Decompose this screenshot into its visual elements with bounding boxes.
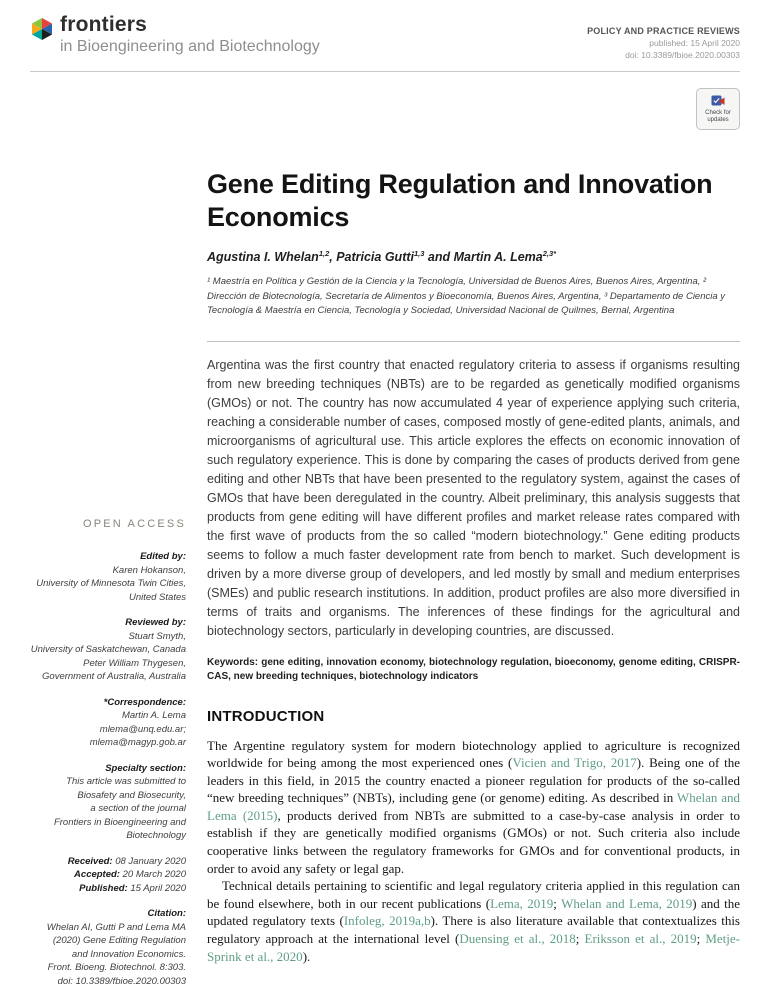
- brand: [30, 14, 320, 57]
- text-run: The Argentine regulatory system for modern biotechnology applied to agriculture is recognized worldwide for being among the most experienced ones (: [207, 737, 740, 771]
- frontiers-logo-icon: [30, 17, 54, 41]
- sidebar-line: Frontiers in Bioengineering and: [53, 816, 186, 828]
- check-badge-line1: Check for: [705, 110, 731, 116]
- sidebar-line: Martin A. Lema: [121, 710, 186, 721]
- text-run: Agustina I. Whelan: [207, 250, 319, 264]
- intro-paragraph-1: [207, 737, 740, 878]
- sidebar-blocks: [30, 550, 186, 988]
- sidebar-line: Karen Hokanson,: [112, 564, 186, 576]
- affiliations: ¹ Maestría en Política y Gestión de la Ciencia y la Tecnología, Universidad de Buenos Aires, Buenos Aires, Argentina, ² Dirección de Biotecnología, Secretaría de Alimentos y Bioeconomía, Buenos Aires, Argentina, ³ Departamento de Ciencia y Tecnología & Maestría en Ciencia, Tecnología y Sociedad, Universidad Nacional de Quilmes, Bernal, Argentina: [207, 276, 726, 316]
- text-run: and Martin A. Lema: [424, 250, 543, 264]
- sidebar-line: University of Saskatchewan, Canada: [30, 644, 186, 655]
- text-run: Technical details pertaining to scientific and legal regulatory criteria applied in this regulation can be found elsewhere, both in our recent publications (: [207, 878, 740, 911]
- citation-link[interactable]: Eriksson et al., 2019: [584, 931, 697, 947]
- content: [30, 168, 740, 1000]
- sidebar-block-label: Reviewed by:: [125, 617, 186, 628]
- sidebar-block: [30, 696, 186, 750]
- text-run: ;: [696, 931, 706, 947]
- check-badge-line2: updates: [707, 116, 729, 123]
- sidebar-line: Front. Bioeng. Biotechnol. 8:303.: [47, 962, 186, 973]
- intro-paragraph-2: [207, 877, 740, 965]
- sidebar-line: and Innovation Economics.: [71, 948, 186, 960]
- sidebar-block: [30, 550, 186, 604]
- brand-name: frontiers: [60, 13, 147, 36]
- open-access-label: OPEN ACCESS: [82, 518, 186, 530]
- sidebar-line: Peter William Thygesen,: [83, 657, 186, 669]
- sidebar-line: a section of the journal: [90, 803, 186, 814]
- sidebar-block-label: Specialty section:: [105, 762, 186, 774]
- authors-line: [207, 250, 740, 264]
- sidebar-block-label: Edited by:: [140, 551, 186, 562]
- sidebar-block: [30, 762, 186, 843]
- abstract-section: [207, 341, 740, 684]
- email-link[interactable]: mlema@unq.edu.ar;: [99, 723, 186, 735]
- text-run: ). Being one of the leaders in this field, in 2015 the country enacted a pioneer regulation for products of the so-called “new breeding techniques” (NBTs), including gene (or genome) editing. As described in: [207, 755, 740, 806]
- sidebar-line: United States: [128, 591, 186, 603]
- sidebar-line: This article was submitted to: [66, 776, 186, 787]
- page-title: Gene Editing Regulation and Innovation Economics: [207, 169, 713, 232]
- sidebar-line: Biosafety and Biosecurity,: [77, 789, 186, 801]
- sidebar-line: Received: 08 January 2020: [67, 855, 186, 867]
- sidebar-block: [30, 616, 186, 684]
- introduction-text: [207, 737, 740, 966]
- superscript-marker: 1,3: [414, 248, 425, 258]
- text-run: , products derived from NBTs are submitted to a case-by-case analysis in order to establish if they are genetically modified organisms (GMOs) or not. Such criteria also include cooperative links between the regulatory frameworks for GMOs and for conventional products, in order to avoid any safety or legal gap.: [207, 807, 740, 876]
- metadata-sidebar: [30, 168, 186, 1000]
- section-heading-introduction: INTRODUCTION: [207, 707, 325, 725]
- published-date: published: 15 April 2020: [649, 38, 740, 48]
- crossmark-icon: [711, 95, 725, 108]
- text-run: ). There is also literature available that contextualizes this regulatory approach at the international level (: [207, 913, 740, 947]
- sidebar-line: (2020) Gene Editing Regulation: [52, 935, 186, 946]
- sidebar-line: University of Minnesota Twin Cities,: [36, 578, 186, 589]
- sidebar-line: doi: 10.3389/fbioe.2020.00303: [57, 975, 186, 987]
- sidebar-block-label: *Correspondence:: [103, 696, 186, 708]
- check-badge-text: [705, 110, 731, 123]
- header-meta: [587, 14, 740, 61]
- article-type-label: POLICY AND PRACTICE REVIEWS: [587, 26, 740, 36]
- citation-link[interactable]: Duensing et al., 2018: [459, 931, 576, 947]
- sidebar-line: Published: 15 April 2020: [79, 882, 186, 894]
- sidebar-line: Government of Australia, Australia: [42, 671, 186, 682]
- sidebar-line: Biotechnology: [126, 830, 186, 841]
- journal-title: in Bioengineering and Biotechnology: [60, 38, 320, 55]
- sidebar-line: Accepted: 20 March 2020: [74, 869, 186, 880]
- citation-link[interactable]: Metje-Sprink et al., 2020: [207, 931, 740, 964]
- journal-header: [30, 0, 740, 61]
- citation-link[interactable]: Infoleg, 2019a,b: [343, 913, 431, 929]
- sidebar-block-label: Citation:: [147, 908, 186, 919]
- abstract-text: Argentina was the first country that enacted regulatory criteria to assess if organisms resulting from new breeding techniques (NBTs) are to be regarded as genetically modified organisms (GMOs) or not. The country has now accumulated 4 year of experience applying such criteria, reaching a considerable number of cases, composed mostly of gene-edited plants, animals, and microorganisms of agricultural use. This article explores the effects on economic innovation of such regulatory experience. This is done by comparing the cases of products derived from gene editing and other NBTs that have been presented to the regulatory system, against the cases of GMOs that have been deregulated in the country. Albeit preliminary, this analysis suggests that products from gene editing will have different profiles and market release rates compared with the first wave of products from the so called “modern biotechnology.” Gene editing products seems to follow a much faster development rate from bench to market. Such development is driven by a more diverse group of developers, and led mostly by small and medium enterprises (SMEs) and public research institutions. In addition, product profiles are also more diversified in terms of traits and organisms. The inferences of these findings for the agricultural and biotechnology sectors, particularly in developing countries, are discussed.: [207, 357, 740, 638]
- text-run: ;: [553, 895, 562, 911]
- sidebar-block: [30, 855, 186, 896]
- keywords-line: Keywords: gene editing, innovation economy, biotechnology regulation, bioeconomy, genome editing, CRISPR-CAS, new breeding techniques, biotechnology indicators: [207, 656, 740, 682]
- superscript-marker: 1,2: [318, 248, 330, 258]
- text-run: ;: [575, 931, 585, 947]
- citation-link[interactable]: Vicien and Trigo, 2017: [512, 755, 637, 771]
- check-for-updates-badge[interactable]: [696, 88, 740, 130]
- article-body: [186, 168, 740, 1000]
- citation-link[interactable]: Lema, 2019: [490, 895, 554, 911]
- header-divider: [30, 71, 740, 72]
- citation-link[interactable]: Whelan and Lema, 2019: [561, 895, 693, 911]
- brand-text: [60, 14, 320, 57]
- superscript-marker: 2,3*: [542, 248, 557, 258]
- email-link[interactable]: mlema@magyp.gob.ar: [89, 737, 186, 748]
- doi-text: doi: 10.3389/fbioe.2020.00303: [625, 50, 740, 60]
- sidebar-line: Stuart Smyth,: [128, 630, 186, 642]
- text-run: , Patricia Gutti: [329, 250, 414, 264]
- sidebar-block: [30, 907, 186, 988]
- text-run: ) and the updated regulatory texts (: [207, 895, 740, 929]
- citation-link[interactable]: Whelan and Lema (2015): [207, 790, 740, 823]
- text-run: ).: [302, 948, 311, 964]
- sidebar-line: Whelan AI, Gutti P and Lema MA: [46, 921, 186, 933]
